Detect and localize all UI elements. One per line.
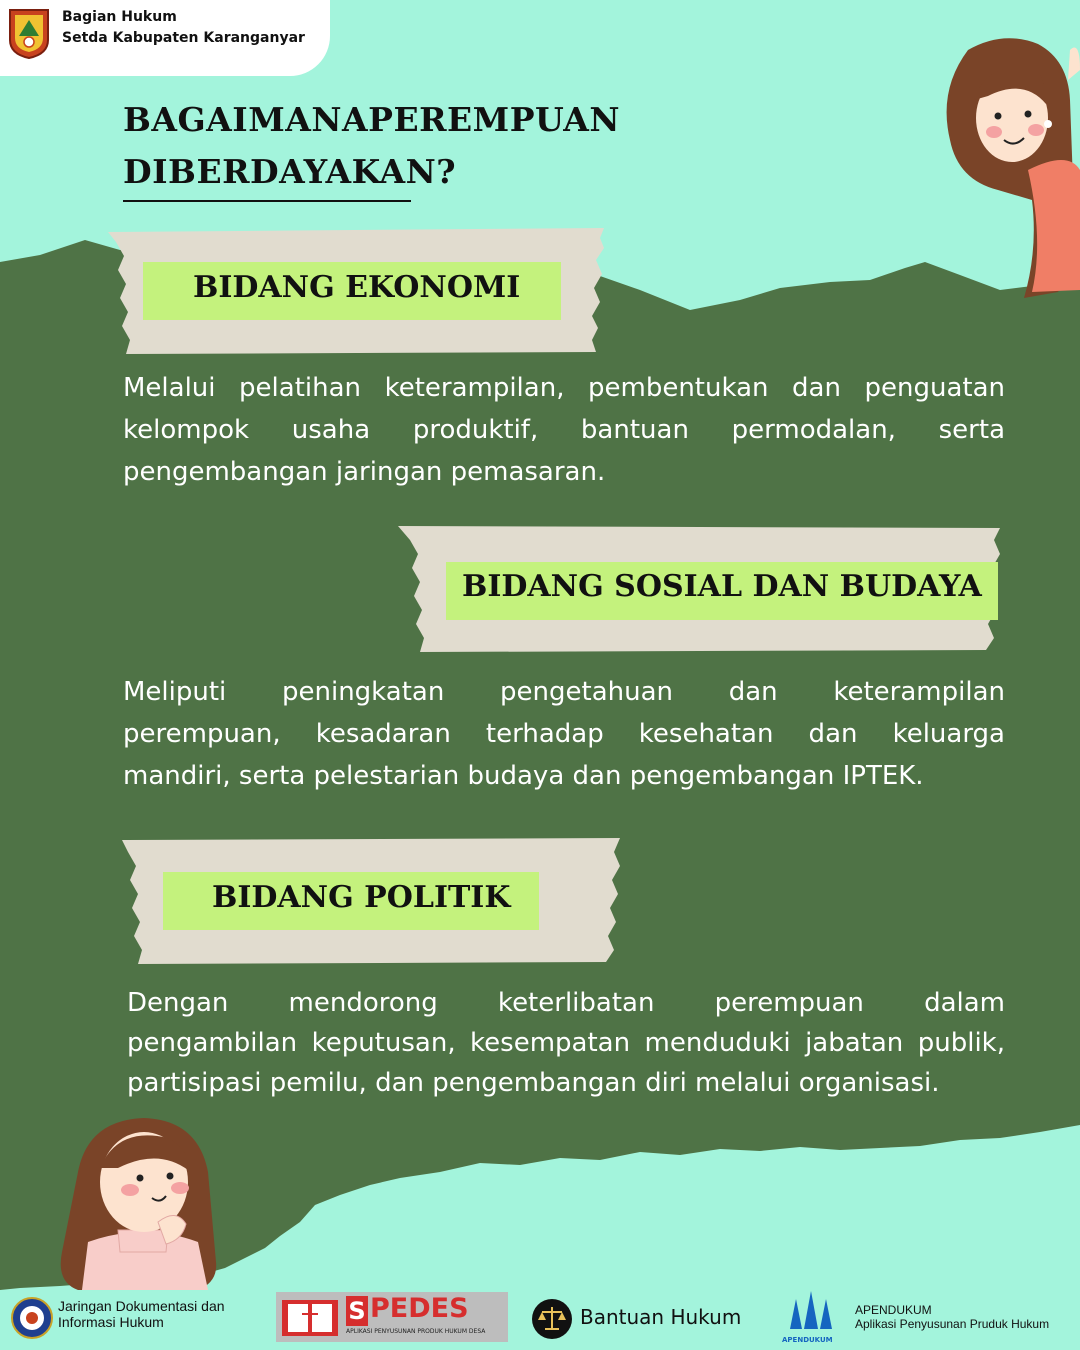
woman-peeking-illustration (928, 30, 1080, 300)
paragraph-line: partisipasi pemilu, dan pengembangan diri melalui organisasi. (127, 1068, 940, 1098)
section-heading-sosial-budaya: BIDANG SOSIAL DAN BUDAYA (462, 569, 982, 604)
section-heading-ekonomi: BIDANG EKONOMI (193, 270, 521, 305)
paragraph-line: pengambilan keputusan, kesempatan menduduki jabatan publik, (127, 1028, 1005, 1058)
paragraph-line: Meliputi peningkatan pengetahuan dan keterampilan (123, 677, 1005, 707)
paragraph-ekonomi (123, 367, 1005, 493)
paragraph-line: pengembangan jaringan pemasaran. (123, 457, 606, 487)
paragraph-politik (127, 983, 1005, 1103)
page-title-line1 (123, 100, 621, 139)
section-heading-politik: BIDANG POLITIK (212, 880, 511, 915)
paragraph-line: mandiri, serta pelestarian budaya dan pengembangan IPTEK. (123, 761, 924, 791)
jdih-label-line2: Informasi Hukum (58, 1314, 164, 1330)
apendukum-logo-wordmark: APENDUKUM (782, 1336, 833, 1344)
sipedes-s-letter: S (346, 1296, 368, 1326)
sipedes-wordmark: PEDES (370, 1293, 469, 1324)
title-word-perempuan: PEREMPUAN (368, 100, 621, 139)
jdih-logo-icon (10, 1296, 54, 1340)
regency-logo-icon (6, 6, 52, 60)
paragraph-line: Melalui pelatihan keterampilan, pembentukan dan penguatan (123, 373, 1005, 403)
paragraph-line: perempuan, kesadaran terhadap kesehatan dan keluarga (123, 719, 1005, 749)
title-word-bagaimana: BAGAIMANA (123, 100, 369, 139)
org-name-line2: Setda Kabupaten Karanganyar (62, 30, 305, 46)
paragraph-line: Dengan mendorong keterlibatan perempuan dalam (127, 988, 1005, 1018)
scales-of-justice-icon (531, 1298, 573, 1340)
woman-thinking-illustration (48, 1112, 248, 1290)
title-underline (123, 200, 411, 202)
bantuan-hukum-label: Bantuan Hukum (580, 1305, 742, 1329)
paragraph-sosial-budaya (123, 671, 1005, 797)
apendukum-subtitle: Aplikasi Penyusunan Pruduk Hukum (855, 1317, 1050, 1331)
sipedes-book-icon (280, 1296, 340, 1338)
org-name-line1: Bagian Hukum (62, 9, 177, 25)
jdih-label-line1: Jaringan Dokumentasi dan (58, 1298, 225, 1314)
page-title-line2: DIBERDAYAKAN? (123, 152, 457, 191)
apendukum-logo-icon (782, 1289, 840, 1339)
sipedes-subtitle: APLIKASI PENYUSUNAN PRODUK HUKUM DESA (346, 1328, 486, 1335)
paragraph-line: kelompok usaha produktif, bantuan permodalan, serta (123, 415, 1005, 445)
apendukum-title: APENDUKUM (855, 1303, 932, 1317)
